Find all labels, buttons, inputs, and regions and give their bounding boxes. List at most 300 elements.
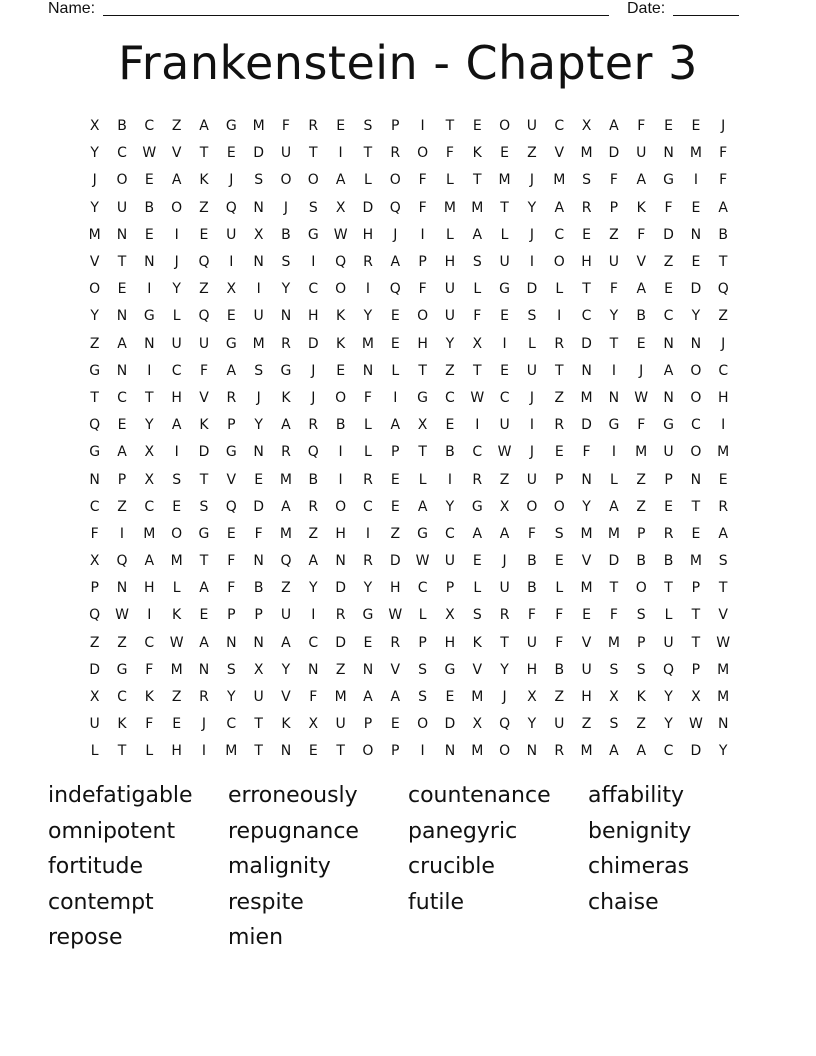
grid-letter: A <box>171 417 182 434</box>
grid-letter: I <box>311 254 316 271</box>
grid-letter: D <box>690 281 702 298</box>
grid-letter: I <box>721 417 726 434</box>
grid-letter: W <box>497 444 512 461</box>
grid-letter: E <box>117 281 127 298</box>
grid-row <box>81 358 737 385</box>
name-label: Name: <box>48 0 96 17</box>
grid-letter: T <box>500 199 509 216</box>
grid-letter: S <box>226 661 236 678</box>
grid-letter: Y <box>664 716 673 733</box>
grid-letter: T <box>664 580 673 597</box>
grid-letter: T <box>472 172 482 189</box>
grid-row <box>81 331 737 358</box>
grid-letter: E <box>718 471 728 488</box>
grid-letter: Q <box>225 498 237 515</box>
grid-letter: E <box>117 417 127 434</box>
grid-letter: Z <box>308 525 319 542</box>
grid-letter: E <box>472 553 482 570</box>
grid-letter: C <box>117 689 127 706</box>
grid-letter: E <box>226 525 236 542</box>
grid-letter: D <box>581 335 592 352</box>
grid-row <box>81 548 737 575</box>
grid-letter: Y <box>527 199 537 216</box>
grid-letter: O <box>417 716 429 733</box>
grid-letter: O <box>335 281 347 298</box>
grid-letter: H <box>526 661 538 678</box>
grid-letter: G <box>89 362 101 379</box>
grid-letter: J <box>639 362 644 379</box>
grid-row <box>81 521 737 548</box>
grid-letter: D <box>362 199 374 216</box>
grid-letter: G <box>116 661 128 678</box>
grid-letter: F <box>418 172 427 189</box>
grid-letter: P <box>637 525 646 542</box>
grid-row <box>81 167 737 194</box>
grid-letter: L <box>528 335 536 352</box>
grid-letter: Y <box>363 580 373 597</box>
grid-letter: A <box>609 498 619 515</box>
grid-letter: J <box>201 716 207 733</box>
grid-letter: A <box>199 580 209 597</box>
grid-letter: A <box>609 118 619 135</box>
word-list-item: respite <box>228 889 304 915</box>
grid-letter: C <box>144 118 155 135</box>
grid-letter: M <box>88 226 101 243</box>
grid-letter: Q <box>499 716 511 733</box>
grid-letter: A <box>281 498 291 515</box>
grid-letter: P <box>227 607 236 624</box>
grid-letter: D <box>389 553 401 570</box>
grid-letter: F <box>145 716 154 733</box>
grid-row <box>81 412 737 439</box>
grid-row <box>81 113 737 140</box>
grid-letter: N <box>89 471 100 488</box>
grid-letter: R <box>499 607 510 624</box>
grid-letter: O <box>690 389 702 406</box>
grid-letter: T <box>309 145 318 162</box>
grid-letter: L <box>90 743 99 760</box>
grid-letter: R <box>390 634 401 651</box>
grid-letter: D <box>253 498 265 515</box>
grid-letter: Z <box>636 471 647 488</box>
grid-letter: R <box>554 417 565 434</box>
grid-letter: T <box>718 580 728 597</box>
grid-letter: W <box>415 553 430 570</box>
grid-letter: E <box>390 335 400 352</box>
grid-letter: U <box>280 145 292 162</box>
grid-letter: E <box>226 145 236 162</box>
grid-letter: S <box>418 661 428 678</box>
grid-letter: R <box>390 145 401 162</box>
grid-letter: F <box>473 308 482 325</box>
grid-letter: N <box>280 743 292 760</box>
grid-letter: C <box>144 634 155 651</box>
grid-letter: L <box>500 226 509 243</box>
grid-letter: X <box>445 607 455 624</box>
word-list-item: contempt <box>48 889 154 915</box>
grid-letter: O <box>389 172 401 189</box>
grid-letter: V <box>171 145 182 162</box>
grid-letter: H <box>335 525 346 542</box>
grid-letter: C <box>690 417 701 434</box>
word-list <box>48 779 768 957</box>
grid-letter: A <box>363 689 373 706</box>
grid-letter: E <box>582 607 591 624</box>
grid-letter: M <box>635 444 648 461</box>
grid-letter: K <box>336 335 346 352</box>
grid-letter: Q <box>89 417 101 434</box>
grid-letter: G <box>663 172 674 189</box>
grid-letter: B <box>636 553 647 570</box>
word-list-item: mien <box>228 925 284 950</box>
grid-letter: S <box>718 553 728 570</box>
grid-letter: W <box>388 607 403 624</box>
grid-letter: Z <box>636 716 647 733</box>
grid-letter: D <box>444 716 456 733</box>
grid-letter: Y <box>172 281 181 298</box>
grid-letter: P <box>555 471 564 488</box>
grid-letter: A <box>636 743 647 760</box>
grid-letter: O <box>335 389 347 406</box>
grid-letter: M <box>580 580 593 597</box>
grid-letter: S <box>609 661 619 678</box>
grid-letter: J <box>721 118 726 135</box>
grid-letter: I <box>420 226 425 243</box>
grid-letter: V <box>581 634 592 651</box>
grid-letter: Y <box>90 308 99 325</box>
grid-letter: U <box>526 362 538 379</box>
grid-letter: D <box>198 444 210 461</box>
grid-letter: M <box>225 743 238 760</box>
grid-row <box>81 195 737 222</box>
grid-letter: M <box>607 634 620 651</box>
grid-letter: J <box>529 226 534 243</box>
grid-letter: L <box>555 281 564 298</box>
grid-letter: D <box>526 281 538 298</box>
grid-letter: Z <box>89 634 100 651</box>
grid-letter: T <box>418 444 427 461</box>
grid-letter: M <box>498 172 511 189</box>
grid-letter: N <box>253 199 264 216</box>
grid-letter: G <box>225 118 237 135</box>
grid-letter: M <box>334 689 347 706</box>
grid-letter: Q <box>717 281 729 298</box>
grid-letter: Y <box>500 661 509 678</box>
grid-letter: T <box>609 580 619 597</box>
grid-row <box>81 575 737 602</box>
grid-letter: E <box>691 199 701 216</box>
grid-letter: I <box>611 362 616 379</box>
grid-letter: Z <box>445 362 455 379</box>
grid-letter: O <box>171 525 183 542</box>
grid-letter: G <box>499 281 511 298</box>
grid-letter: T <box>500 634 509 651</box>
grid-letter: R <box>363 254 373 271</box>
grid-letter: U <box>444 281 456 298</box>
worksheet-header <box>48 0 748 20</box>
word-list-item: chaise <box>588 889 659 915</box>
grid-letter: T <box>90 389 99 406</box>
grid-letter: Z <box>335 661 346 678</box>
grid-letter: P <box>391 444 400 461</box>
grid-letter: Z <box>499 471 510 488</box>
grid-letter: D <box>690 743 702 760</box>
grid-letter: J <box>229 172 234 189</box>
grid-letter: N <box>690 471 702 488</box>
grid-letter: Q <box>198 308 210 325</box>
grid-letter: N <box>253 444 264 461</box>
grid-letter: V <box>89 254 100 271</box>
grid-letter: A <box>199 634 209 651</box>
grid-letter: W <box>470 389 485 406</box>
grid-letter: Q <box>389 199 401 216</box>
grid-letter: I <box>147 607 152 624</box>
grid-letter: Q <box>663 661 675 678</box>
grid-letter: O <box>362 743 374 760</box>
grid-letter: B <box>281 226 291 243</box>
grid-letter: E <box>172 716 182 733</box>
grid-letter: Z <box>718 308 728 325</box>
grid-row <box>81 657 737 684</box>
grid-letter: X <box>691 689 701 706</box>
grid-letter: E <box>390 471 400 488</box>
grid-letter: O <box>307 172 319 189</box>
grid-letter: U <box>226 226 237 243</box>
grid-letter: A <box>308 553 319 570</box>
grid-letter: F <box>637 226 646 243</box>
grid-letter: S <box>472 607 482 624</box>
grid-row <box>81 494 737 521</box>
grid-letter: F <box>609 607 618 624</box>
grid-letter: N <box>690 226 702 243</box>
grid-letter: K <box>199 417 209 434</box>
grid-letter: N <box>362 661 374 678</box>
word-list-item: countenance <box>408 783 551 808</box>
grid-letter: T <box>254 716 263 733</box>
grid-letter: E <box>390 308 400 325</box>
grid-letter: U <box>444 308 456 325</box>
grid-letter: Z <box>171 689 182 706</box>
grid-letter: B <box>308 471 319 488</box>
grid-letter: U <box>89 716 100 733</box>
grid-letter: M <box>443 199 456 216</box>
grid-letter: X <box>89 553 100 570</box>
grid-letter: M <box>717 661 730 678</box>
grid-letter: F <box>309 689 318 706</box>
grid-letter: K <box>199 172 209 189</box>
grid-letter: F <box>637 417 646 434</box>
grid-letter: X <box>308 716 319 733</box>
grid-letter: Z <box>89 335 100 352</box>
grid-letter: N <box>253 634 264 651</box>
grid-letter: F <box>363 389 372 406</box>
grid-letter: Z <box>581 716 592 733</box>
grid-letter: I <box>611 444 616 461</box>
grid-letter: Q <box>89 607 101 624</box>
grid-letter: R <box>199 689 209 706</box>
grid-letter: T <box>117 743 127 760</box>
grid-letter: E <box>390 498 400 515</box>
grid-letter: P <box>418 634 427 651</box>
grid-letter: A <box>636 172 647 189</box>
grid-letter: W <box>142 145 157 162</box>
grid-letter: M <box>170 661 183 678</box>
grid-letter: C <box>226 716 237 733</box>
grid-letter: F <box>418 281 427 298</box>
grid-letter: J <box>283 199 289 216</box>
grid-letter: F <box>719 145 728 162</box>
grid-letter: S <box>636 607 646 624</box>
grid-letter: M <box>580 743 593 760</box>
grid-letter: Z <box>554 389 565 406</box>
grid-letter: F <box>227 553 236 570</box>
grid-letter: I <box>447 471 452 488</box>
grid-letter: H <box>444 254 456 271</box>
grid-letter: L <box>418 607 427 624</box>
grid-letter: R <box>363 553 373 570</box>
grid-letter: L <box>446 226 454 243</box>
grid-letter: X <box>499 498 510 515</box>
grid-letter: C <box>89 498 100 515</box>
grid-letter: Y <box>254 417 263 434</box>
grid-letter: U <box>253 308 264 325</box>
grid-letter: G <box>608 417 620 434</box>
grid-letter: X <box>89 118 100 135</box>
grid-row <box>81 222 737 249</box>
date-label: Date: <box>627 0 666 17</box>
word-list-item: omnipotent <box>48 818 176 844</box>
grid-letter: F <box>719 172 728 189</box>
grid-letter: L <box>473 281 482 298</box>
grid-letter: P <box>691 580 701 597</box>
grid-letter: X <box>472 716 483 733</box>
grid-letter: I <box>338 145 343 162</box>
grid-letter: M <box>471 689 484 706</box>
grid-letter: H <box>308 308 319 325</box>
grid-letter: B <box>527 553 537 570</box>
grid-letter: C <box>554 118 565 135</box>
grid-letter: I <box>174 444 179 461</box>
grid-letter: M <box>580 389 593 406</box>
grid-letter: Z <box>663 254 674 271</box>
grid-letter: H <box>362 226 374 243</box>
grid-letter: P <box>391 118 400 135</box>
grid-letter: W <box>688 716 703 733</box>
grid-letter: A <box>390 689 401 706</box>
grid-letter: J <box>721 335 726 352</box>
grid-letter: W <box>333 226 348 243</box>
grid-letter: I <box>256 281 261 298</box>
grid-letter: R <box>281 444 291 461</box>
grid-letter: R <box>308 118 319 135</box>
grid-letter: S <box>418 689 428 706</box>
date-blank-line <box>673 15 739 16</box>
grid-letter: N <box>581 471 592 488</box>
grid-letter: D <box>307 335 319 352</box>
grid-letter: H <box>581 689 592 706</box>
grid-letter: S <box>199 498 209 515</box>
grid-letter: C <box>144 498 155 515</box>
grid-letter: I <box>311 607 316 624</box>
grid-letter: B <box>335 417 346 434</box>
grid-letter: T <box>145 389 154 406</box>
grid-letter: C <box>472 444 483 461</box>
grid-row <box>81 439 737 466</box>
grid-letter: B <box>253 580 264 597</box>
grid-letter: V <box>718 607 728 624</box>
grid-letter: J <box>256 389 261 406</box>
word-list-item: chimeras <box>588 854 690 879</box>
grid-letter: S <box>363 118 373 135</box>
grid-letter: E <box>172 498 182 515</box>
grid-letter: H <box>717 389 729 406</box>
grid-letter: I <box>529 417 534 434</box>
grid-letter: H <box>417 335 428 352</box>
grid-letter: T <box>418 362 427 379</box>
grid-letter: Z <box>527 145 537 162</box>
grid-letter: V <box>554 145 565 162</box>
grid-letter: N <box>608 389 620 406</box>
grid-letter: Q <box>116 553 128 570</box>
grid-letter: R <box>554 335 565 352</box>
grid-letter: S <box>472 254 482 271</box>
grid-letter: G <box>307 226 319 243</box>
grid-letter: J <box>529 444 534 461</box>
word-list-item: repugnance <box>228 818 359 844</box>
grid-letter: G <box>89 444 101 461</box>
grid-letter: I <box>365 281 371 298</box>
grid-letter: M <box>471 199 484 216</box>
grid-row <box>81 466 737 493</box>
grid-letter: D <box>335 634 346 651</box>
grid-letter: N <box>663 335 674 352</box>
grid-letter: N <box>690 335 702 352</box>
grid-letter: N <box>362 362 374 379</box>
grid-letter: E <box>254 471 264 488</box>
grid-letter: O <box>499 118 511 135</box>
grid-letter: E <box>144 172 154 189</box>
grid-letter: B <box>663 553 674 570</box>
grid-letter: T <box>199 471 209 488</box>
grid-letter: E <box>500 362 510 379</box>
word-list-item: crucible <box>408 854 495 879</box>
grid-letter: Q <box>198 254 210 271</box>
grid-letter: A <box>335 172 346 189</box>
grid-row <box>81 276 737 303</box>
grid-letter: D <box>581 417 592 434</box>
grid-letter: U <box>171 335 182 352</box>
grid-letter: Y <box>363 308 373 325</box>
grid-letter: O <box>280 172 292 189</box>
grid-letter: N <box>116 580 128 597</box>
grid-row <box>81 684 737 711</box>
grid-letter: U <box>663 634 674 651</box>
grid-letter: N <box>198 661 210 678</box>
grid-letter: Y <box>445 498 455 515</box>
grid-letter: S <box>609 716 619 733</box>
grid-letter: S <box>527 308 537 325</box>
grid-letter: G <box>198 525 210 542</box>
grid-letter: F <box>664 199 673 216</box>
grid-letter: J <box>393 226 398 243</box>
grid-letter: A <box>390 417 401 434</box>
grid-letter: G <box>471 498 483 515</box>
grid-letter: T <box>363 145 373 162</box>
grid-letter: Y <box>90 145 99 162</box>
grid-letter: V <box>390 661 401 678</box>
grid-letter: U <box>526 118 538 135</box>
grid-letter: B <box>718 226 729 243</box>
